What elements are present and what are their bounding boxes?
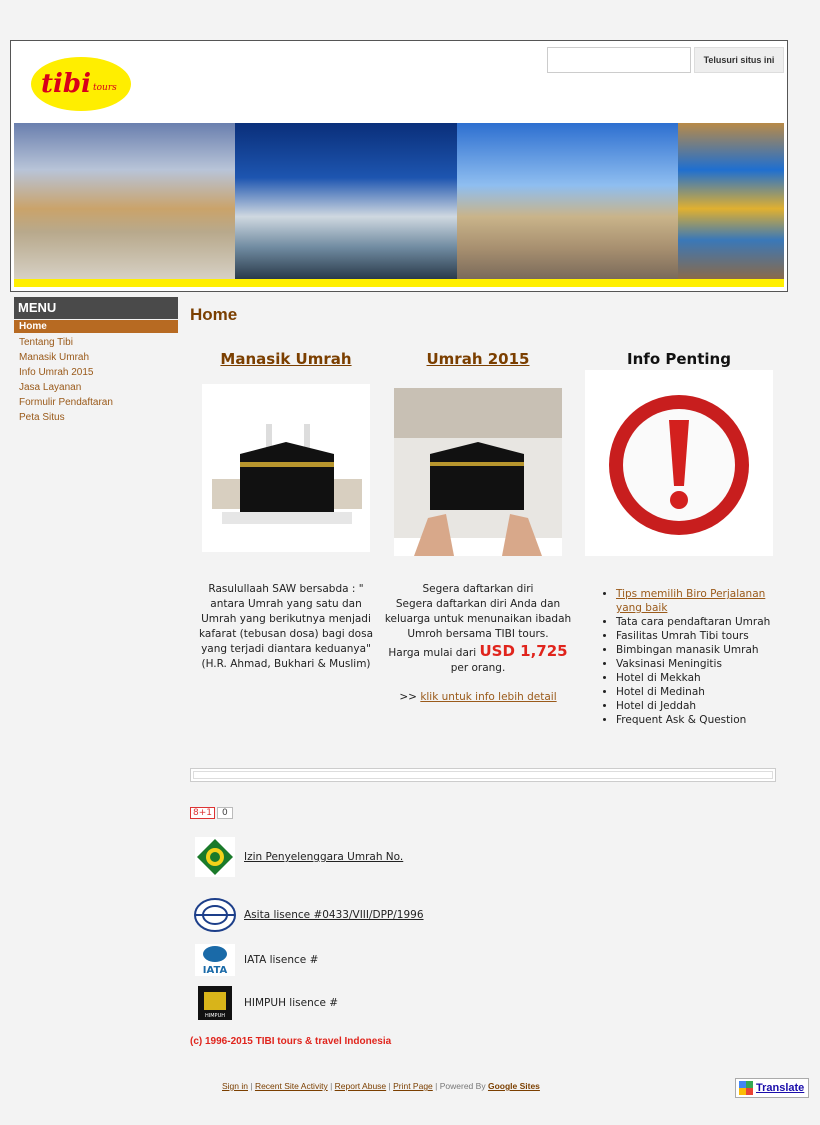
list-item: • Fasilitas Umrah Tibi tours <box>616 629 786 643</box>
sidebar-item-manasik-umrah[interactable]: Manasik Umrah <box>19 352 90 363</box>
translate-label[interactable]: Translate <box>756 1082 805 1094</box>
tips-biro-link[interactable]: Tips memilih Biro Perjalanan yang baik <box>616 588 766 614</box>
info-penting-title: Info Penting <box>627 350 731 368</box>
report-abuse-link[interactable]: Report Abuse <box>334 1081 387 1091</box>
sidebar-item-info-umrah-2015[interactable]: Info Umrah 2015 <box>19 367 94 378</box>
manasik-umrah-link[interactable]: Manasik Umrah <box>220 350 352 368</box>
kemenag-logo-icon <box>194 838 236 876</box>
sidebar-item-tentang-tibi[interactable]: Tentang Tibi <box>19 337 73 348</box>
asita-logo-icon <box>194 896 236 934</box>
google-translate-icon <box>739 1081 753 1095</box>
col-manasik <box>192 350 380 672</box>
sidebar-item-jasa-layanan[interactable]: Jasa Layanan <box>19 382 82 393</box>
sidebar-item-formulir-pendaftaran[interactable]: Formulir Pendaftaran <box>19 397 113 408</box>
price-line <box>382 642 574 661</box>
more-info-link[interactable]: klik untuk info lebih detail <box>420 691 557 703</box>
google-sites-link[interactable]: Google Sites <box>487 1081 540 1091</box>
sidebar-item-home[interactable]: Home <box>14 320 178 333</box>
exclamation-icon <box>585 370 773 556</box>
svg-text:tours: tours <box>93 83 117 93</box>
sidebar-item-peta-situs[interactable]: Peta Situs <box>19 412 65 423</box>
header-frame <box>10 40 788 292</box>
more-prefix: >> <box>399 691 417 703</box>
search-input[interactable] <box>547 47 691 73</box>
license-row <box>194 838 403 876</box>
sign-in-link[interactable]: Sign in <box>222 1081 248 1091</box>
header-accent-bar <box>14 279 784 287</box>
asita-link[interactable]: Asita lisence #0433/VIII/DPP/1996 <box>244 909 424 921</box>
umrah-line2: Segera daftarkan diri Anda dan keluarga untuk menunaikan ibadah Umroh bersama TIBI tours. <box>384 598 572 640</box>
izin-umrah-link[interactable]: Izin Penyelenggara Umrah No. <box>244 851 404 863</box>
license-row <box>194 941 318 979</box>
recent-activity-link[interactable]: Recent Site Activity <box>254 1081 328 1091</box>
banner-image <box>14 123 784 279</box>
search-button[interactable]: Telusuri situs ini <box>694 47 784 73</box>
content-divider <box>190 768 776 782</box>
google-plus-button[interactable]: 8+1 <box>190 807 215 819</box>
list-item[interactable] <box>616 587 786 615</box>
google-plus-widget[interactable] <box>190 807 233 819</box>
col-info-penting <box>584 350 774 560</box>
tibi-tours-logo[interactable] <box>31 56 131 112</box>
iata-license-text: IATA lisence # <box>244 954 319 966</box>
col-umrah-2015 <box>382 350 574 705</box>
info-penting-list <box>600 587 786 727</box>
list-item: • Frequent Ask & Question <box>616 713 786 727</box>
banner-aqsa-photo <box>457 123 678 279</box>
more-info-line <box>382 690 574 705</box>
price-suffix: per orang. <box>450 662 506 674</box>
himpuh-logo-icon <box>194 984 236 1022</box>
umrah-crowd-image <box>394 388 562 556</box>
google-plus-count: 0 <box>217 807 233 819</box>
banner-medina-photo <box>235 123 456 279</box>
price-prefix: Harga mulai dari <box>388 647 477 659</box>
print-page-link[interactable]: Print Page <box>393 1081 433 1091</box>
list-item: • Tata cara pendaftaran Umrah <box>616 615 786 629</box>
kaaba-image <box>202 384 370 552</box>
sidebar-menu <box>14 320 178 425</box>
svg-text:IATA: IATA <box>202 965 228 976</box>
umrah-2015-link[interactable]: Umrah 2015 <box>426 350 530 368</box>
menu-heading: MENU <box>14 297 178 319</box>
list-item: • Hotel di Medinah <box>616 685 786 699</box>
page-title: Home <box>190 305 238 324</box>
price-value: USD 1,725 <box>479 642 568 660</box>
banner-kaaba-photo <box>14 123 235 279</box>
svg-text:HIMPUH: HIMPUH <box>205 1013 225 1019</box>
umrah-line1: Segera daftarkan diri <box>422 583 534 595</box>
list-item: • Bimbingan manasik Umrah <box>616 643 786 657</box>
site-footer: Sign in | Recent Site Activity | Report Abuse | Print Page | Powered By Google Sites <box>222 1081 540 1091</box>
license-row <box>194 984 338 1022</box>
translate-button[interactable] <box>735 1078 809 1098</box>
list-item: • Vaksinasi Meningitis <box>616 657 786 671</box>
iata-logo-icon <box>194 941 236 979</box>
powered-by-label: Powered By <box>439 1081 486 1091</box>
umrah-2015-text <box>382 582 574 705</box>
hadith-text: Rasulullaah SAW bersabda : " antara Umrah yang satu dan Umrah yang berikutnya menjadi kafarat (tebusan dosa) bagi dosa yang terjadi diantara keduanya" (H.R. Ahmad, Bukhari & Muslim) <box>199 583 373 670</box>
svg-text:tibi: tibi <box>41 69 91 99</box>
list-item: • Hotel di Mekkah <box>616 671 786 685</box>
banner-dome-photo <box>678 123 784 279</box>
copyright-text: (c) 1996-2015 TIBI tours & travel Indonesia <box>190 1036 392 1047</box>
list-item: • Hotel di Jeddah <box>616 699 786 713</box>
himpuh-license-text: HIMPUH lisence # <box>244 997 339 1009</box>
license-row <box>194 896 424 934</box>
